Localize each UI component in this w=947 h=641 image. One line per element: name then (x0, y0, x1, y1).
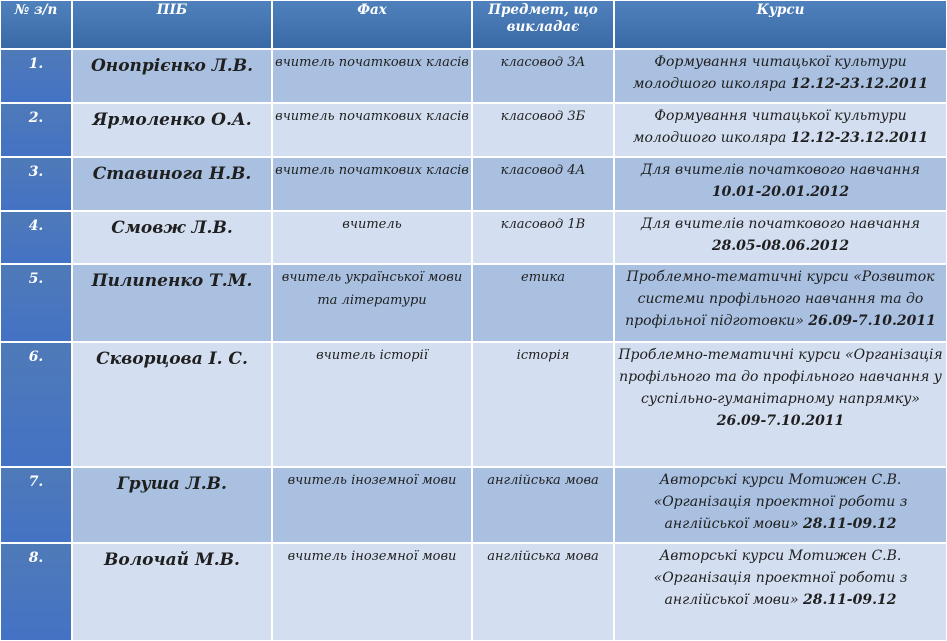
header-subject: Предмет, що викладає (472, 0, 614, 49)
header-name: ПІБ (72, 0, 272, 49)
row-number: 6. (0, 342, 72, 467)
course-text: Формування читацької культури молодшого школяра (632, 54, 907, 92)
course-date: 26.09-7.10.2011 (808, 313, 936, 329)
teacher-subject: класовод 3Б (472, 103, 614, 157)
teacher-specialty: вчитель початкових класів (272, 157, 472, 211)
table-row (0, 49, 947, 103)
table-row (0, 211, 947, 264)
header-row (0, 0, 947, 49)
teacher-specialty: вчитель української мови та літератури (272, 264, 472, 342)
course-cell (614, 157, 947, 211)
table-row (0, 467, 947, 543)
course-date: 28.05-08.06.2012 (711, 238, 850, 254)
teacher-specialty: вчитель іноземної мови (272, 543, 472, 641)
course-cell (614, 467, 947, 543)
table-row (0, 264, 947, 342)
course-text: Авторські курси Мотижен С.В. «Організація проектної роботи з англійської мови» (653, 548, 908, 608)
course-cell (614, 342, 947, 467)
header-num: № з/п (0, 0, 72, 49)
teacher-name: Ставинога Н.В. (72, 157, 272, 211)
teacher-name: Скворцова І. С. (72, 342, 272, 467)
table-row (0, 103, 947, 157)
teacher-subject: етика (472, 264, 614, 342)
teacher-subject: класовод 1В (472, 211, 614, 264)
course-cell (614, 543, 947, 641)
teacher-name: Ярмоленко О.А. (72, 103, 272, 157)
course-date: 10.01-20.01.2012 (711, 184, 850, 200)
course-text: Для вчителів початкового навчання (640, 216, 921, 232)
teacher-specialty: вчитель історії (272, 342, 472, 467)
table-row (0, 157, 947, 211)
table-row (0, 543, 947, 641)
teacher-specialty: вчитель початкових класів (272, 103, 472, 157)
teacher-specialty: вчитель іноземної мови (272, 467, 472, 543)
course-text: Для вчителів початкового навчання (640, 162, 921, 178)
row-number: 7. (0, 467, 72, 543)
row-number: 2. (0, 103, 72, 157)
course-cell (614, 211, 947, 264)
row-number: 5. (0, 264, 72, 342)
header-spec: Фах (272, 0, 472, 49)
course-text: Авторські курси Мотижен С.В. «Організація проектної роботи з англійської мови» (653, 472, 908, 532)
row-number: 4. (0, 211, 72, 264)
teacher-name: Онопрієнко Л.В. (72, 49, 272, 103)
row-number: 3. (0, 157, 72, 211)
teacher-subject: англійська мова (472, 467, 614, 543)
course-date: 28.11-09.12 (802, 592, 897, 608)
course-text: Формування читацької культури молодшого школяра (632, 108, 907, 146)
course-text: Проблемно-тематичні курси «Розвиток системи профільного навчання та до профільної підготовки» (625, 269, 935, 329)
course-cell (614, 49, 947, 103)
teacher-subject: класовод 3А (472, 49, 614, 103)
teacher-specialty: вчитель початкових класів (272, 49, 472, 103)
teacher-name: Груша Л.В. (72, 467, 272, 543)
teacher-name: Волочай М.В. (72, 543, 272, 641)
course-cell (614, 103, 947, 157)
course-date: 26.09-7.10.2011 (716, 413, 845, 429)
teacher-subject: історія (472, 342, 614, 467)
teacher-name: Смовж Л.В. (72, 211, 272, 264)
row-number: 1. (0, 49, 72, 103)
teacher-subject: класовод 4А (472, 157, 614, 211)
course-cell (614, 264, 947, 342)
teacher-subject: англійська мова (472, 543, 614, 641)
teacher-name: Пилипенко Т.М. (72, 264, 272, 342)
course-date: 12.12-23.12.2011 (790, 130, 929, 146)
row-number: 8. (0, 543, 72, 641)
course-date: 12.12-23.12.2011 (790, 76, 929, 92)
course-text: Проблемно-тематичні курси «Організація профільного та до профільного навчання у суспільно-гуманітарному напрямку» (618, 347, 943, 407)
table-row (0, 342, 947, 467)
header-course: Курси (614, 0, 947, 49)
course-date: 28.11-09.12 (802, 516, 897, 532)
teacher-specialty: вчитель (272, 211, 472, 264)
